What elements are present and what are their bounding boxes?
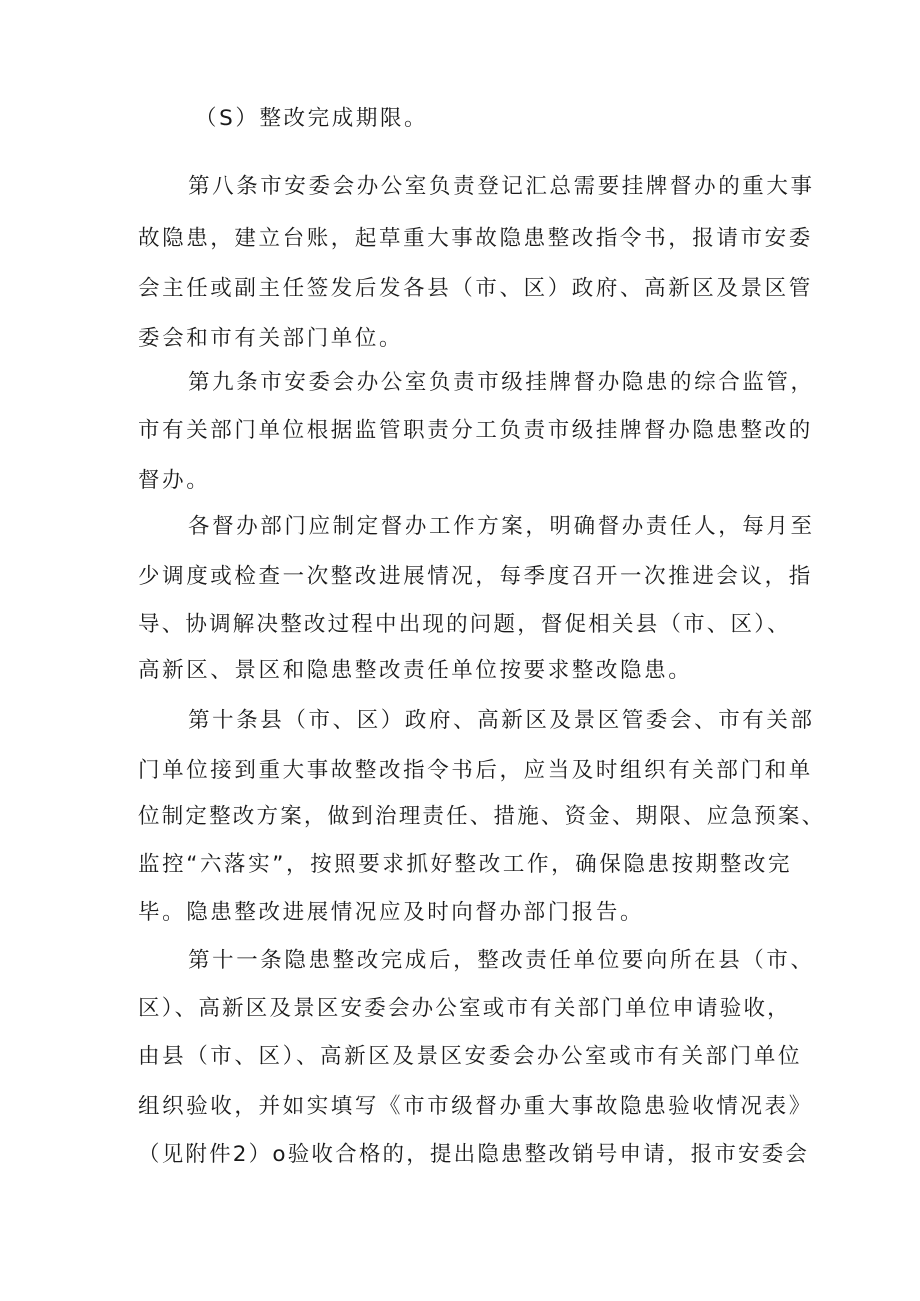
text-line: 委会和市有关部门单位。 xyxy=(138,326,404,351)
text-line: 第十一条隐患整改完成后，整改责任单位要向所在县（市、 xyxy=(188,948,815,973)
text-line: （S）整改完成期限。 xyxy=(195,106,429,131)
text-line: 各督办部门应制定督办工作方案，明确督办责任人，每月至 xyxy=(188,514,815,539)
text-line: 故隐患，建立台账，起草重大事故隐患整改指令书，报请市安委 xyxy=(138,226,813,251)
text-line: 第十条县（市、区）政府、高新区及景区管委会、市有关部 xyxy=(188,708,815,733)
text-line: 区）、高新区及景区安委会办公室或市有关部门单位申请验收， xyxy=(138,996,791,1021)
text-line: 第八条市安委会办公室负责登记汇总需要挂牌督办的重大事 xyxy=(188,174,815,199)
text-line: 监控“六落实”，按照要求抓好整改工作，确保隐患按期整改完 xyxy=(138,852,793,877)
text-line: 导、协调解决整改过程中出现的问题，督促相关县（市、区）、 xyxy=(138,612,791,637)
text-line: 督办。 xyxy=(138,468,211,493)
text-line: 由县（市、区）、高新区及景区安委会办公室或市有关部门单位 xyxy=(138,1044,803,1069)
text-line: 第九条市安委会办公室负责市级挂牌督办隐患的综合监管， xyxy=(188,370,815,395)
text-line: 高新区、景区和隐患整改责任单位按要求整改隐患。 xyxy=(138,658,693,683)
text-line: 门单位接到重大事故整改指令书后，应当及时组织有关部门和单 xyxy=(138,758,813,783)
text-line: 毕。隐患整改进展情况应及时向督办部门报告。 xyxy=(138,900,645,925)
text-line: （见附件2）o验收合格的，提出隐患整改销号申请，报市安委会 xyxy=(138,1142,810,1167)
text-line: 市有关部门单位根据监管职责分工负责市级挂牌督办隐患整改的 xyxy=(138,418,813,443)
text-line: 组织验收，并如实填写《市市级督办重大事故隐患验收情况表》 xyxy=(138,1094,813,1119)
text-line: 少调度或检查一次整改进展情况，每季度召开一次推进会议，指 xyxy=(138,564,813,589)
text-line: 位制定整改方案，做到治理责任、措施、资金、期限、应急预案、 xyxy=(138,804,826,829)
text-line: 会主任或副主任签发后发各县（市、区）政府、高新区及景区管 xyxy=(138,276,813,301)
